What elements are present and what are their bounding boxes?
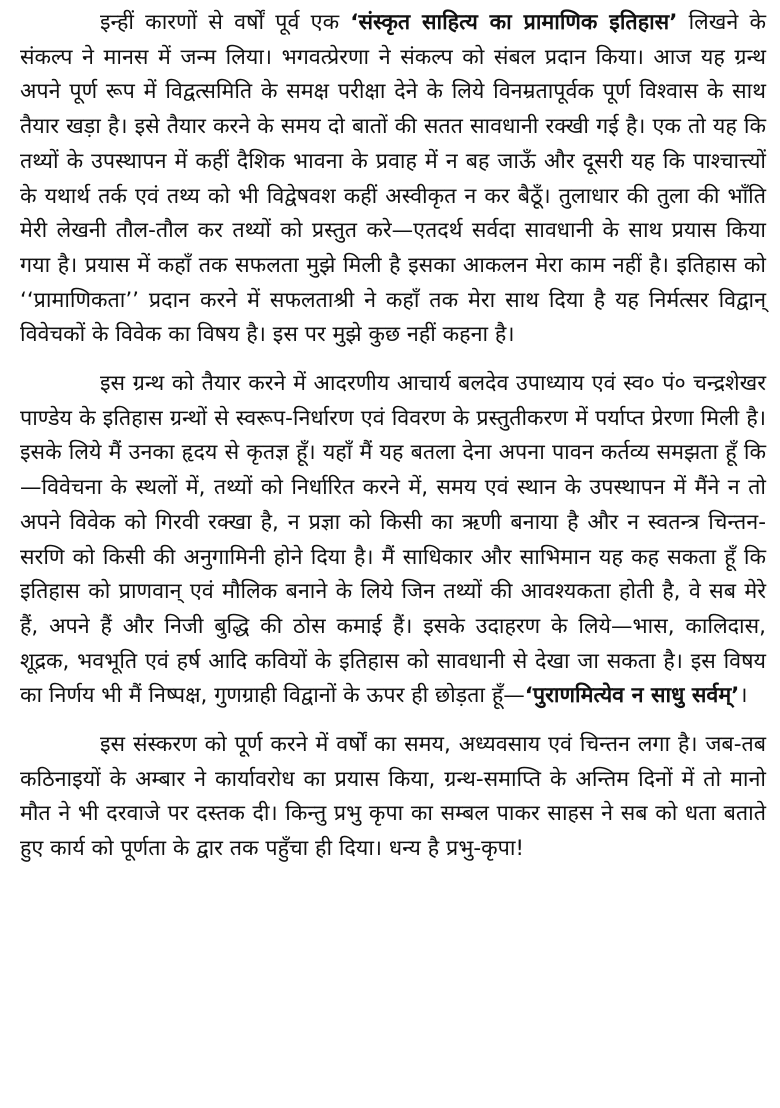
book-title-emphasis: ‘संस्कृत साहित्य का प्रामाणिक इतिहास’ [350,10,678,35]
paragraph-3 [20,728,766,867]
paragraph-2-end-mark: । [739,683,748,709]
paragraph-2 [20,367,766,714]
paragraph-2-text: इस ग्रन्थ को तैयार करने में आदरणीय आचार्य बलदेव उपाध्याय एवं स्व० पं० चन्द्रशेखर पाण्डेय के इतिहास ग्रन्थों से स्वरूप-निर्धारण एवं विवरण के प्रस्तुतीकरण में पर्याप्त प्रेरणा मिली है। इसके लिये मैं उनका हृदय से कृतज्ञ हूँ। यहाँ मैं यह बतला देना अपना पावन कर्तव्य समझता हूँ कि—विवेचना के स्थलों में, तथ्यों को निर्धारित करने में, समय एवं स्थान के उपस्थापन में मैंने न तो अपने विवेक को गिरवी रक्खा है, न प्रज्ञा को किसी का ऋणी बनाया है और न स्वतन्त्र चिन्तन-सरणि को किसी की अनुगामिनी होने दिया है। मैं साधिकार और साभिमान यह कह सकता हूँ कि इतिहास को प्राणवान् एवं मौलिक बनाने के लिये जिन तथ्यों की आवश्यकता होती है, वे सब मेरे हैं, अपने हैं और निजी बुद्धि की ठोस कमाई हैं। इसके उदाहरण के लिये—भास, कालिदास, शूद्रक, भवभूति एवं हर्ष आदि कवियों के इतिहास को सावधानी से देखा जा सकता है। इस विषय का निर्णय भी मैं निष्पक्ष, गुणग्राही विद्वानों के ऊपर ही छोड़ता हूँ— [20,371,766,709]
paragraph-1-text-continued: लिखने के संकल्प ने मानस में जन्म लिया। भगवत्प्रेरणा ने संकल्प को संबल प्रदान किया। आज यह ग्रन्थ अपने पूर्ण रूप में विद्वत्समिति के समक्ष परीक्षा देने के लिये विनम्रतापूर्वक पूर्ण विश्वास के साथ तैयार खड़ा है। इसे तैयार करने के समय दो बातों की सतत सावधानी रक्खी गई है। एक तो यह कि तथ्यों के उपस्थापन में कहीं दैशिक भावना के प्रवाह में न बह जाऊँ और दूसरी यह कि पाश्चात्त्यों के यथार्थ तर्क एवं तथ्य को भी विद्वेषवश कहीं अस्वीकृत न कर बैठूँ। तुलाधार की तुला की भाँति मेरी लेखनी तौल-तौल कर तथ्यों को प्रस्तुत करे—एतदर्थ सर्वदा सावधानी के साथ प्रयास किया गया है। प्रयास में कहाँ तक सफलता मुझे मिली है इसका आकलन मेरा काम नहीं है। इतिहास को ‘‘प्रामाणिकता’’ प्रदान करने में सफलताश्री ने कहाँ तक मेरा साथ दिया है यह निर्मत्सर विद्वान् विवेचकों के विवेक का विषय है। इस पर मुझे कुछ नहीं कहना है। [20,10,766,348]
quote-emphasis: ‘पुराणमित्येव न साधु सर्वम्’ [524,683,740,709]
paragraph-1 [20,6,766,353]
paragraph-1-text: इन्हीं कारणों से वर्षों पूर्व एक [100,10,351,35]
paragraph-3-text: इस संस्करण को पूर्ण करने में वर्षों का समय, अध्यवसाय एवं चिन्तन लगा है। जब-तब कठिनाइयों के अम्बार ने कार्यावरोध का प्रयास किया, ग्रन्थ-समाप्ति के अन्तिम दिनों में तो मानो मौत ने भी दरवाजे पर दस्तक दी। किन्तु प्रभु कृपा का सम्बल पाकर साहस ने सब को धता बताते हुए कार्य को पूर्णता के द्वार तक पहुँचा ही दिया। धन्य है प्रभु-कृपा! [20,732,766,862]
